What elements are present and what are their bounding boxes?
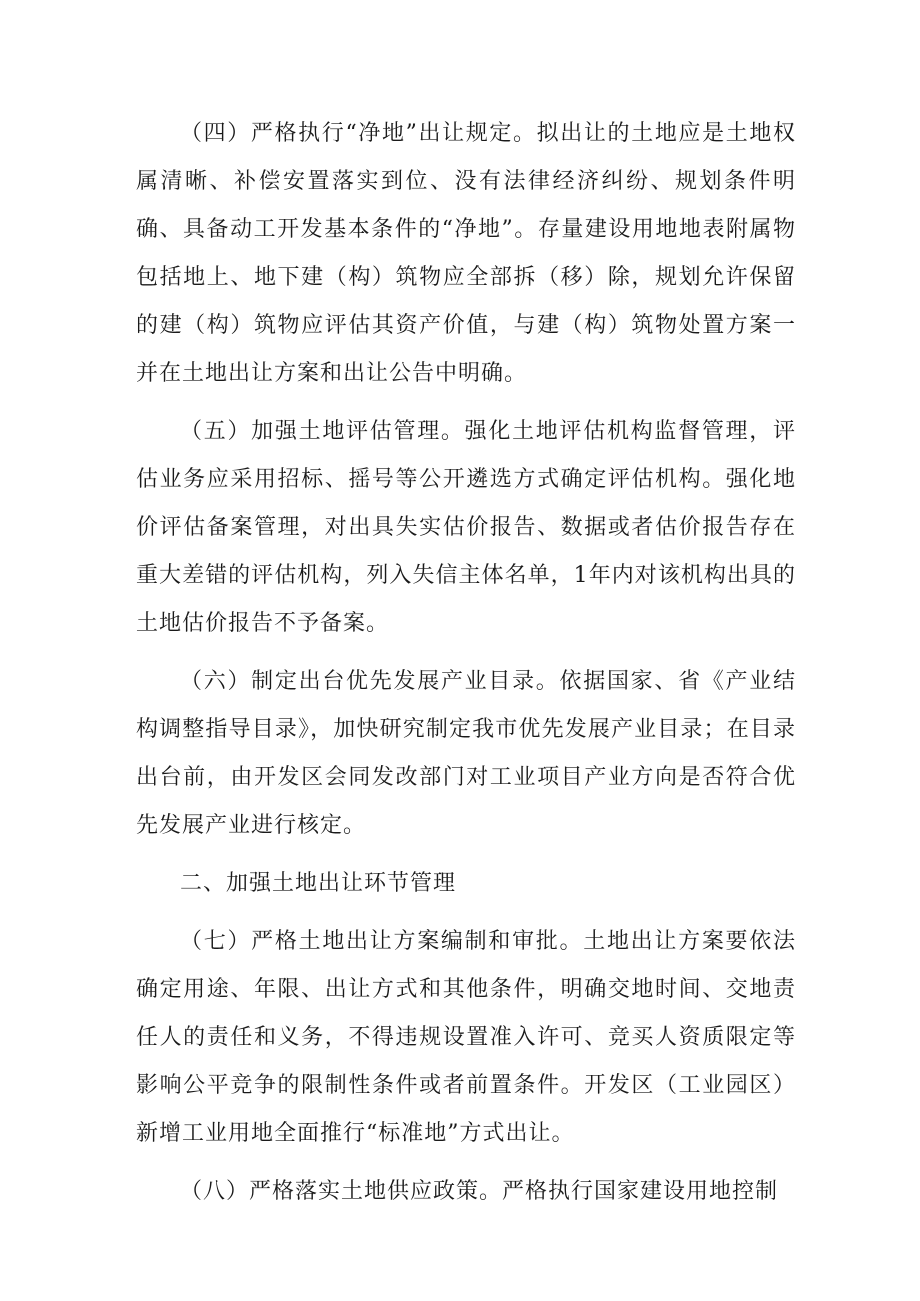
document-body	[136, 110, 796, 1226]
paragraph-4: （四）严格执行“净地”出让规定。拟出让的土地应是土地权属清晰、补偿安置落实到位、没有法律经济纠纷、规划条件明确、具备动工开发基本条件的“净地”。存量建设用地地表附属物包括地上、地下建（构）筑物应全部拆（移）除，规划允许保留的建（构）筑物应评估其资产价值，与建（构）筑物处置方案一并在土地出让方案和出让公告中明确。	[136, 121, 796, 386]
paragraph-8: （八）严格落实土地供应政策。严格执行国家建设用地控制	[180, 1179, 779, 1204]
paragraph-5: （五）加强土地评估管理。强化土地评估机构监督管理，评估业务应采用招标、摇号等公开遴选方式确定评估机构。强化地价评估备案管理，对出具失实估价报告、数据或者估价报告存在重大差错的评估机构，列入失信主体名单，1年内对该机构出具的土地估价报告不予备案。	[136, 419, 796, 636]
paragraph-7: （七）严格土地出让方案编制和审批。土地出让方案要依法确定用途、年限、出让方式和其他条件，明确交地时间、交地责任人的责任和义务，不得违规设置准入许可、竞买人资质限定等影响公平竞争的限制性条件或者前置条件。开发区（工业园区）新增工业用地全面推行“标准地”方式出让。	[136, 929, 796, 1146]
paragraph-6: （六）制定出台优先发展产业目录。依据国家、省《产业结构调整指导目录》，加快研究制定我市优先发展产业目录；在目录出台前，由开发区会同发改部门对工业项目产业方向是否符合优先发展产业进行核定。	[136, 669, 796, 838]
section-heading-2: 二、加强土地出让环节管理	[180, 871, 457, 896]
